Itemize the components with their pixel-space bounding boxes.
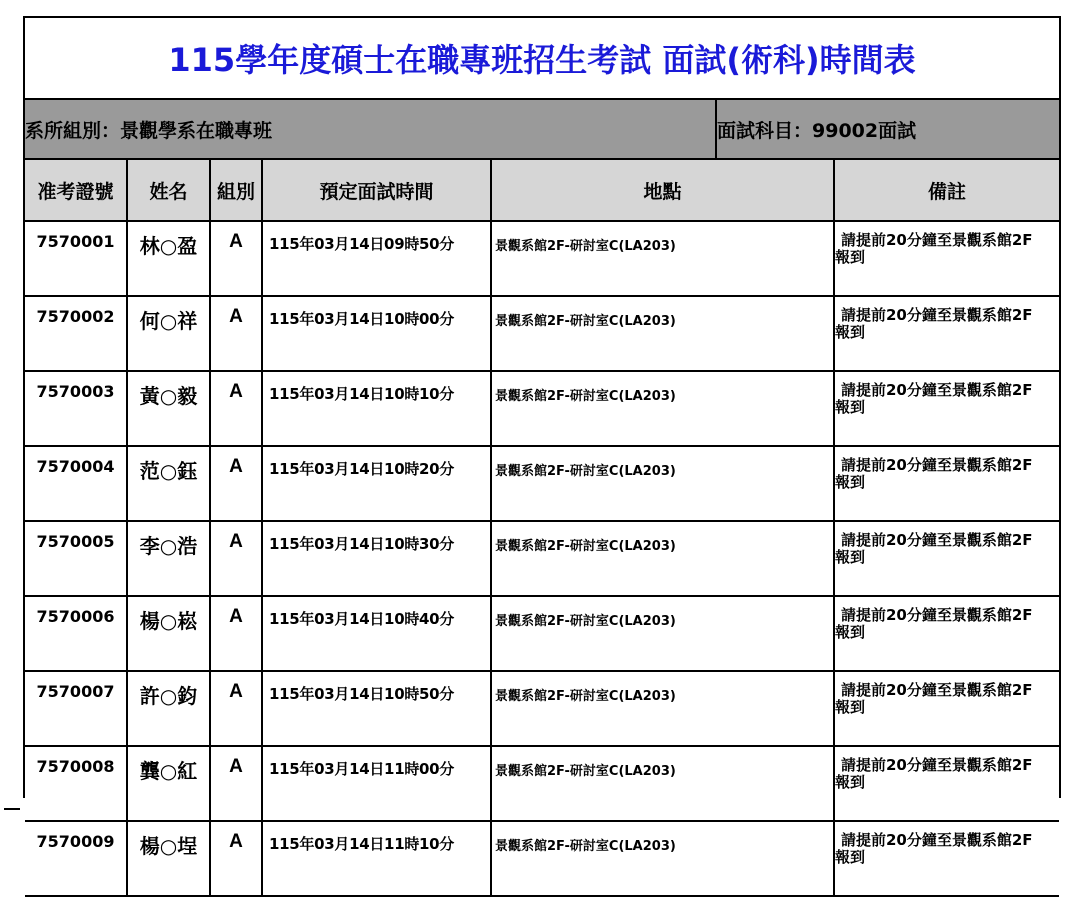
column-header-location: 地點 [491,160,834,221]
name-cell: 龔○紅 [127,746,210,821]
exam-number-cell: 7570005 [25,521,127,596]
note-cell [834,371,1059,446]
interview-time-cell: 115年03月14日10時40分 [262,596,491,671]
note-text: 請提前20分鐘至景觀系館2F報到 [835,681,1033,716]
interview-time-cell: 115年03月14日10時00分 [262,296,491,371]
name-cell: 范○鈺 [127,446,210,521]
location-cell: 景觀系館2F-研討室C(LA203) [491,671,834,746]
group-cell: A [210,596,262,671]
table-row [25,296,1059,371]
table-row [25,521,1059,596]
location-cell: 景觀系館2F-研討室C(LA203) [491,221,834,296]
interview-time-cell: 115年03月14日10時30分 [262,521,491,596]
group-cell: A [210,221,262,296]
table-row [25,596,1059,671]
location-cell: 景觀系館2F-研討室C(LA203) [491,521,834,596]
group-cell: A [210,521,262,596]
note-cell [834,296,1059,371]
note-cell [834,446,1059,521]
table-row [25,446,1059,521]
location-cell: 景觀系館2F-研討室C(LA203) [491,821,834,896]
location-cell: 景觀系館2F-研討室C(LA203) [491,746,834,821]
note-text: 請提前20分鐘至景觀系館2F報到 [835,756,1033,791]
title-row [25,18,1059,100]
name-cell: 林○盈 [127,221,210,296]
group-cell: A [210,671,262,746]
department-label: 系所組別：景觀學系在職專班 [25,100,717,158]
exam-number-cell: 7570006 [25,596,127,671]
interview-time-cell: 115年03月14日11時00分 [262,746,491,821]
name-cell: 許○鈞 [127,671,210,746]
name-cell: 楊○崧 [127,596,210,671]
schedule-table [25,160,1059,897]
note-cell [834,746,1059,821]
note-cell [834,821,1059,896]
note-text: 請提前20分鐘至景觀系館2F報到 [835,456,1033,491]
group-cell: A [210,746,262,821]
location-cell: 景觀系館2F-研討室C(LA203) [491,596,834,671]
table-row [25,746,1059,821]
exam-number-cell: 7570001 [25,221,127,296]
interview-time-cell: 115年03月14日09時50分 [262,221,491,296]
subject-label: 面試科目：99002面試 [717,119,917,142]
column-header-exam-number: 准考證號 [25,160,127,221]
interview-time-cell: 115年03月14日10時50分 [262,671,491,746]
group-cell: A [210,821,262,896]
column-header-note: 備註 [834,160,1059,221]
table-header-row [25,160,1059,221]
interview-time-cell: 115年03月14日10時10分 [262,371,491,446]
exam-number-cell: 7570009 [25,821,127,896]
exam-number-cell: 7570002 [25,296,127,371]
interview-time-cell: 115年03月14日11時10分 [262,821,491,896]
name-cell: 李○浩 [127,521,210,596]
info-row [25,100,1059,160]
column-header-name: 姓名 [127,160,210,221]
exam-number-cell: 7570003 [25,371,127,446]
note-text: 請提前20分鐘至景觀系館2F報到 [835,831,1033,866]
note-cell [834,521,1059,596]
page-edge-mark [4,808,20,810]
column-header-interview-time: 預定面試時間 [262,160,491,221]
table-row [25,371,1059,446]
name-cell: 楊○埕 [127,821,210,896]
exam-number-cell: 7570004 [25,446,127,521]
name-cell: 何○祥 [127,296,210,371]
table-row [25,671,1059,746]
page-title: 115學年度碩士在職專班招生考試 面試(術科)時間表 [168,41,916,79]
note-cell [834,671,1059,746]
group-cell: A [210,371,262,446]
table-body [25,221,1059,896]
exam-number-cell: 7570007 [25,671,127,746]
note-text: 請提前20分鐘至景觀系館2F報到 [835,606,1033,641]
exam-number-cell: 7570008 [25,746,127,821]
note-text: 請提前20分鐘至景觀系館2F報到 [835,306,1033,341]
location-cell: 景觀系館2F-研討室C(LA203) [491,296,834,371]
note-text: 請提前20分鐘至景觀系館2F報到 [835,531,1033,566]
note-cell [834,221,1059,296]
name-cell: 黃○毅 [127,371,210,446]
table-row [25,221,1059,296]
location-cell: 景觀系館2F-研討室C(LA203) [491,446,834,521]
interview-time-cell: 115年03月14日10時20分 [262,446,491,521]
schedule-sheet [23,16,1061,866]
note-text: 請提前20分鐘至景觀系館2F報到 [835,231,1033,266]
column-header-group: 組別 [210,160,262,221]
note-text: 請提前20分鐘至景觀系館2F報到 [835,381,1033,416]
group-cell: A [210,446,262,521]
location-cell: 景觀系館2F-研討室C(LA203) [491,371,834,446]
group-cell: A [210,296,262,371]
table-row [25,821,1059,896]
note-cell [834,596,1059,671]
